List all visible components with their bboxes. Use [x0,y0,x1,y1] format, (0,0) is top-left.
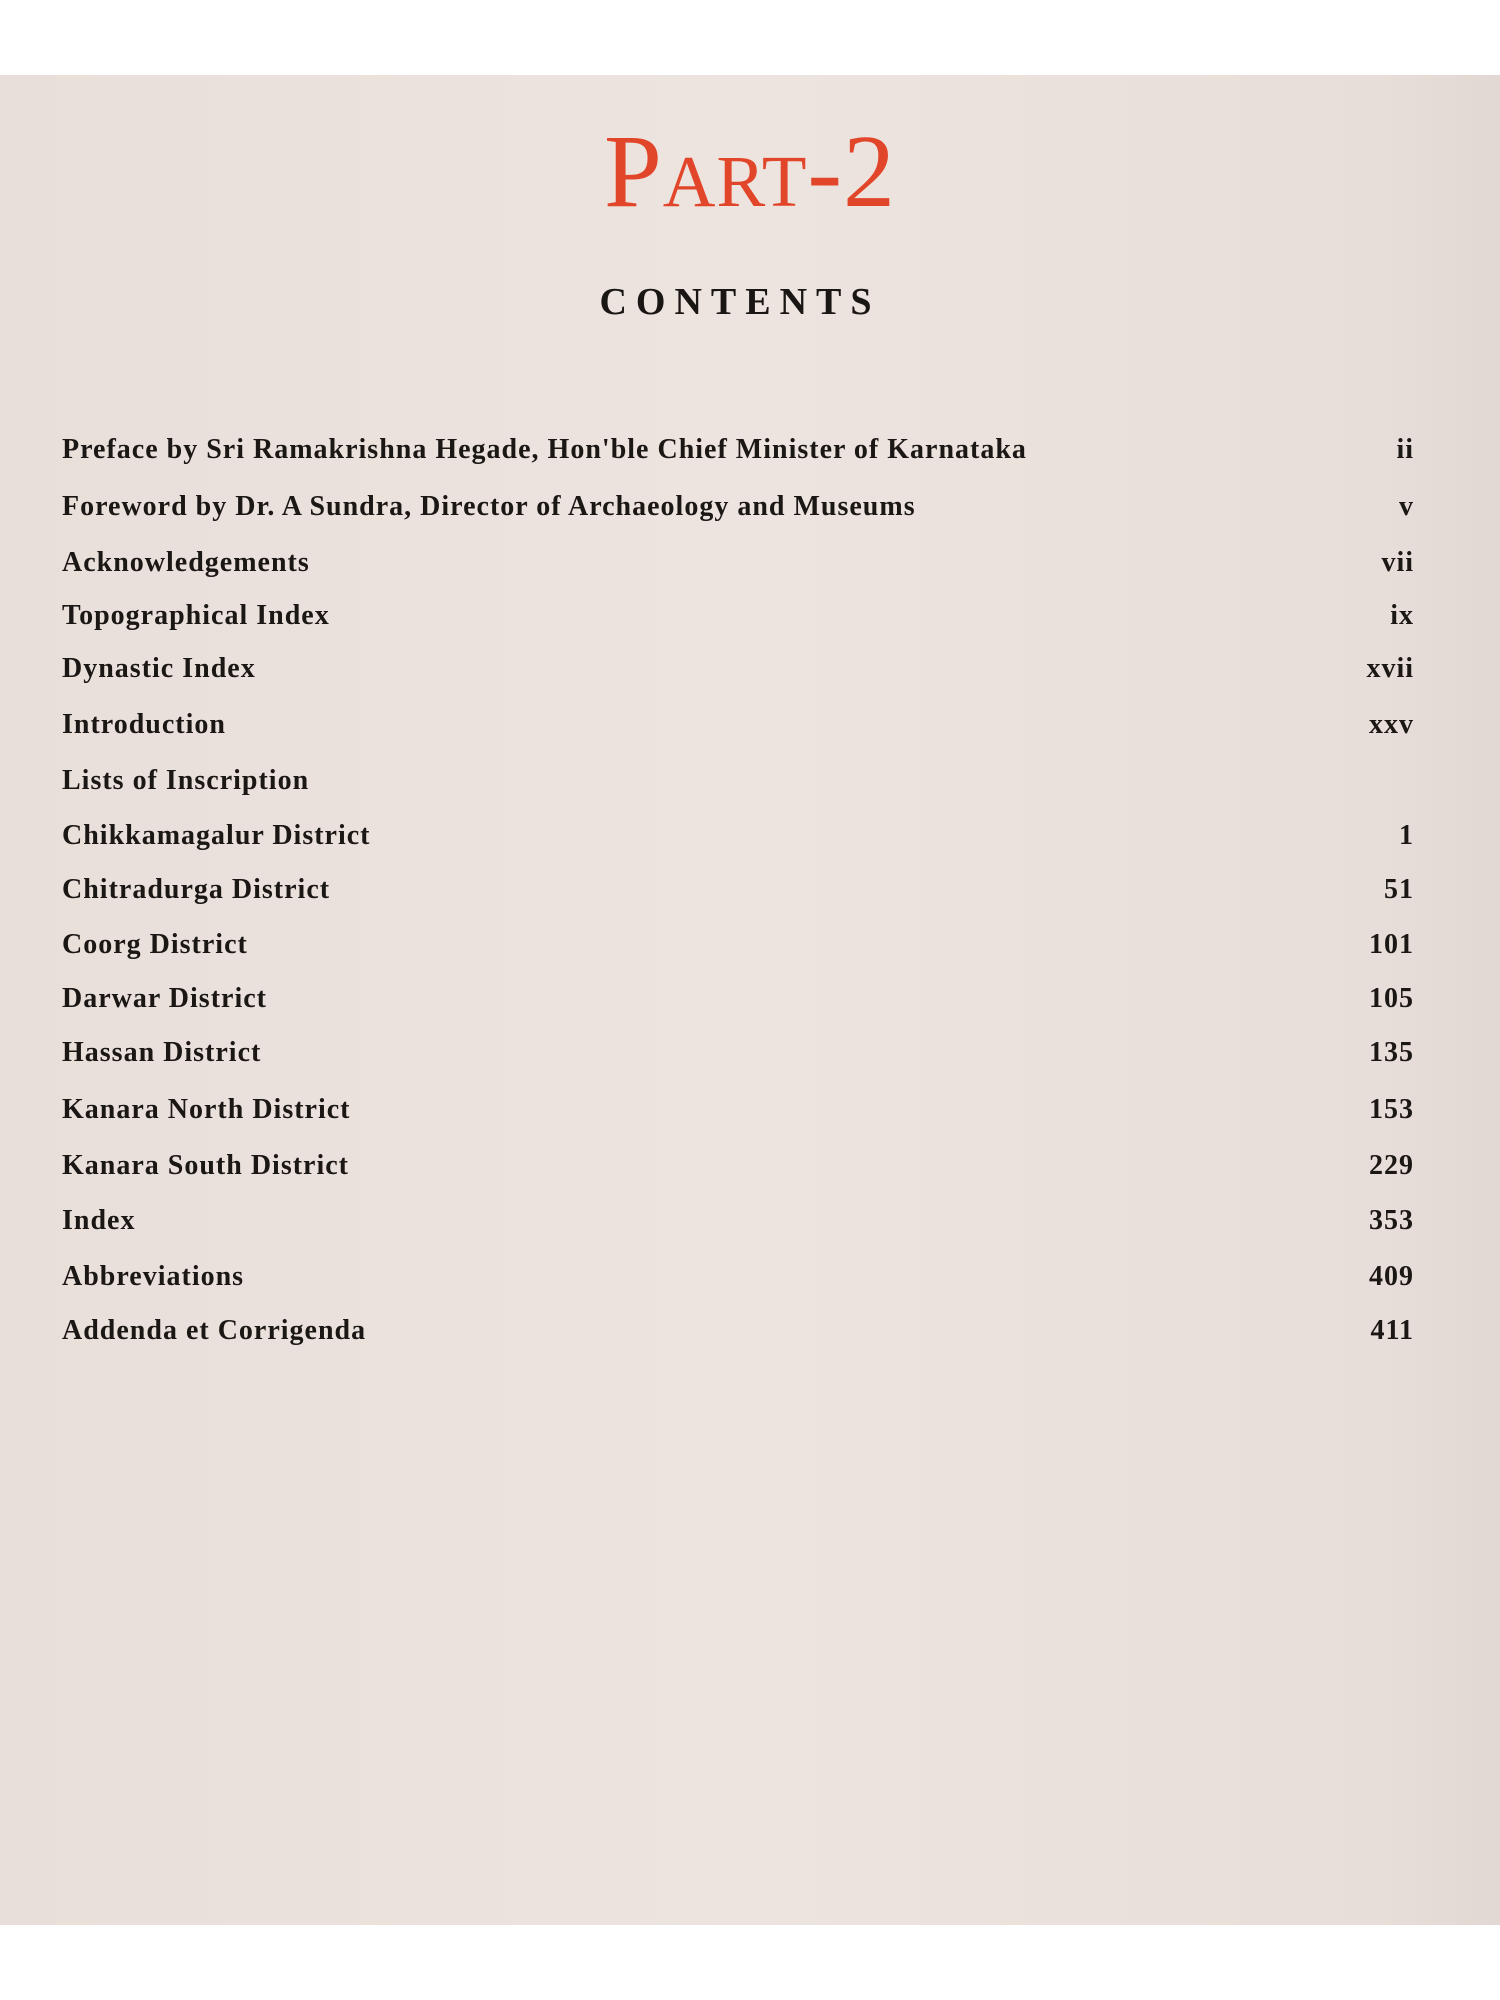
toc-entry-page: 409 [1369,1261,1414,1292]
toc-entry-label: Preface by Sri Ramakrishna Hegade, Hon'ble Chief Minister of Karnataka [62,434,1027,465]
toc-entry-page: 51 [1384,874,1414,905]
toc-entry-abbreviations [62,1257,1414,1297]
toc-entry-label: Lists of Inscription [62,765,310,796]
toc-entry-label: Kanara North District [62,1094,351,1125]
toc-entry-page: xvii [1366,653,1414,684]
toc-entry-page: 101 [1369,929,1414,960]
toc-entry-page: vii [1381,547,1414,578]
toc-entry-label: Chikkamagalur District [62,820,371,851]
toc-entry-label: Addenda et Corrigenda [62,1315,367,1346]
toc-entry-foreword [62,487,1414,527]
toc-entry-index [62,1201,1414,1241]
toc-entry-kanara-south [62,1146,1414,1186]
toc-entry-label: Topographical Index [62,600,330,631]
toc-entry-page: ii [1396,434,1414,465]
toc-entry-darwar [62,979,1414,1019]
toc-entry-page: ix [1390,600,1414,631]
toc-entry-kanara-north [62,1090,1414,1130]
toc-entry-page: 353 [1369,1205,1414,1236]
toc-entry-label: Dynastic Index [62,653,256,684]
toc-entry-label: Darwar District [62,983,267,1014]
toc-entry-label: Kanara South District [62,1150,349,1181]
toc-entry-page: 135 [1369,1037,1414,1068]
toc-entry-acknowledgements [62,543,1414,583]
toc-entry-label: Introduction [62,709,226,740]
toc-entry-page: 411 [1370,1315,1414,1346]
toc-entry-label: Acknowledgements [62,547,310,578]
toc-entry-preface [62,430,1414,470]
toc-entry-addenda [62,1311,1414,1351]
toc-entry-page: 105 [1369,983,1414,1014]
part-title: Part-2 [603,114,897,229]
toc-entry-page: 153 [1369,1094,1414,1125]
toc-entry-coorg [62,925,1414,965]
toc-entry-page: 229 [1369,1150,1414,1181]
table-of-contents [0,75,1500,1925]
toc-entry-label: Abbreviations [62,1261,245,1292]
toc-entry-page: xxv [1369,709,1414,740]
toc-entry-hassan [62,1033,1414,1073]
toc-entry-introduction [62,705,1414,745]
toc-entry-label: Hassan District [62,1037,262,1068]
toc-entry-label: Index [62,1205,136,1236]
toc-entry-dynastic-index [62,649,1414,689]
toc-entry-chitradurga [62,870,1414,910]
document-page [0,75,1500,1925]
toc-entry-label: Chitradurga District [62,874,331,905]
contents-heading: CONTENTS [599,281,881,323]
toc-entry-page: 1 [1399,820,1414,851]
toc-entry-label: Coorg District [62,929,248,960]
toc-entry-page: v [1399,491,1414,522]
toc-entry-lists-of-inscription [62,761,1414,801]
toc-entry-label: Foreword by Dr. A Sundra, Director of Archaeology and Museums [62,491,916,522]
toc-entry-chikkamagalur [62,816,1414,856]
toc-entry-topographical-index [62,596,1414,636]
